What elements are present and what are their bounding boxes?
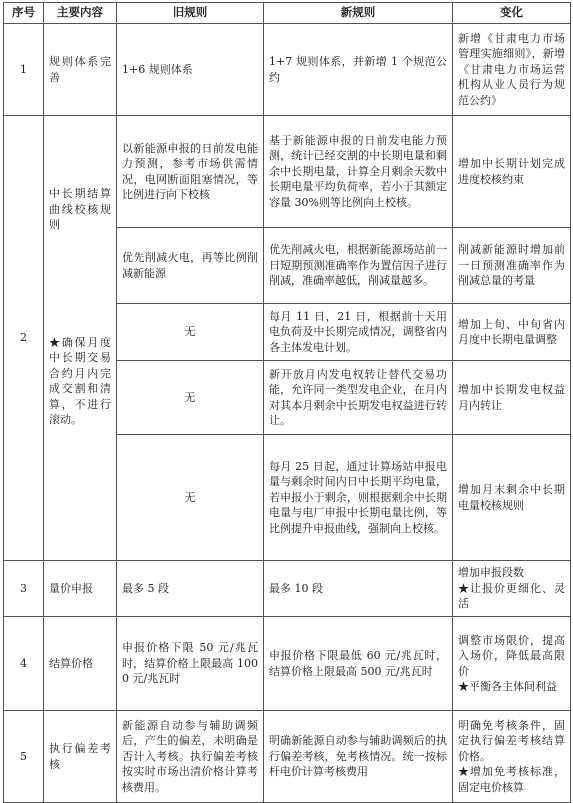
row-old-rule: 1+6 规则体系 xyxy=(117,24,264,116)
row-old-rule: 以新能源申报的日前发电能力预测，参考市场供需情况，电网断面阻塞情况，等比例进行向下校核 xyxy=(117,116,264,228)
row-old-rule: 最多 5 段 xyxy=(117,561,264,617)
row-number: 3 xyxy=(4,561,44,617)
row-number: 1 xyxy=(4,24,44,116)
row-content xyxy=(44,116,117,561)
row-change: 增加申报段数 ★让报价更细化、灵活 xyxy=(453,561,571,617)
row-new-rule: 每月 25 日起，通过计算场站申报电量与剩余时间内日中长期平均电量，若申报小于剩余，则根据剩余中长期电量与电厂申报中长期电量比例，等比例提升申报曲线，强制向上校核。 xyxy=(264,435,453,561)
header-new-rule: 新规则 xyxy=(264,3,453,24)
row-change: 增加月末剩余中长期电量校核规则 xyxy=(453,435,571,561)
row-new-rule: 每月 11 日，21 日，根据前十天用电负荷及中长期完成情况，调整省内各主体发电计划。 xyxy=(264,304,453,361)
row-old-rule: 无 xyxy=(117,361,264,435)
row-new-rule: 优先削减火电，根据新能源场站前一日短期预测准确率作为置信因子进行削减，准确率越低，削减量越多。 xyxy=(264,228,453,304)
row-change: 削减新能源时增加前一日预测准确率作为削减总量的考量 xyxy=(453,228,571,304)
header-content: 主要内容 xyxy=(44,3,117,24)
row-change: 调整市场限价，提高入场价，降低最高限价 ★平衡各主体间利益 xyxy=(453,617,571,711)
row-content: 量价申报 xyxy=(44,561,117,617)
header-old-rule: 旧规则 xyxy=(117,3,264,24)
row-content: 结算价格 xyxy=(44,617,117,711)
table-row xyxy=(4,24,571,116)
table-row xyxy=(4,116,571,228)
row-content: 规则体系完善 xyxy=(44,24,117,116)
table-header-row xyxy=(4,3,571,24)
row-number: 2 xyxy=(4,116,44,561)
row-new-rule: 申报价格下限最低 60 元/兆瓦时，结算价格上限最高 500 元/兆瓦时 xyxy=(264,617,453,711)
row-content: 执行偏差考核 xyxy=(44,711,117,803)
table-row xyxy=(4,617,571,711)
rules-comparison-table xyxy=(3,2,571,803)
header-no: 序号 xyxy=(4,3,44,24)
row-change: 增加中长期计划完成进度校核约束 xyxy=(453,116,571,228)
row-new-rule: 1+7 规则体系，并新增 1 个规范公约 xyxy=(264,24,453,116)
row-old-rule: 无 xyxy=(117,304,264,361)
row-content-title: 中长期结算曲线校核规则 xyxy=(49,187,111,231)
row-old-rule: 无 xyxy=(117,435,264,561)
row-new-rule: 基于新能源申报的日前发电能力预测，统计已经交割的中长期电量和剩余中长期电量，计算全月剩余天数中长期电量平均负荷率，若小于其额定容量 30%则等比例向上校核。 xyxy=(264,116,453,228)
row-new-rule: 明确新能源自动参与辅助调频后的执行偏差考核，免考核情况。统一按标杆电价计算考核费用 xyxy=(264,711,453,803)
row-new-rule: 新开放月内发电权转让替代交易功能，允许同一类型发电企业，在月内对其本月剩余中长期发电权益进行转让。 xyxy=(264,361,453,435)
row-old-rule: 新能源自动参与辅助调频后，产生的偏差，未明确是否计入考核。执行偏差考核按实时市场出清价格计算考核费用。 xyxy=(117,711,264,803)
table-row xyxy=(4,711,571,803)
row-old-rule: 申报价格下限 50 元/兆瓦时，结算价格上限最高 1000 元/兆瓦时 xyxy=(117,617,264,711)
table-row xyxy=(4,561,571,617)
header-change: 变化 xyxy=(453,3,571,24)
row-old-rule: 优先削减火电，再等比例削减新能源 xyxy=(117,228,264,304)
content-spacer xyxy=(49,233,111,335)
row-change: 增加上旬、中旬省内月度中长期电量调整 xyxy=(453,304,571,361)
row-content-note: ★确保月度中长期交易合约月内完成交割和清算，不进行滚动。 xyxy=(49,335,111,426)
row-change: 增加中长期发电权益月内转让 xyxy=(453,361,571,435)
row-number: 5 xyxy=(4,711,44,803)
row-new-rule: 最多 10 段 xyxy=(264,561,453,617)
row-change: 新增《甘肃电力市场管理实施细则》，新增《甘肃电力市场运营机构从业人员行为规范公约》 xyxy=(453,24,571,116)
row-number: 4 xyxy=(4,617,44,711)
row-change: 明确免考核条件，固定执行偏差考核结算价格。 ★增加免考核标准，固定电价核算 xyxy=(453,711,571,803)
